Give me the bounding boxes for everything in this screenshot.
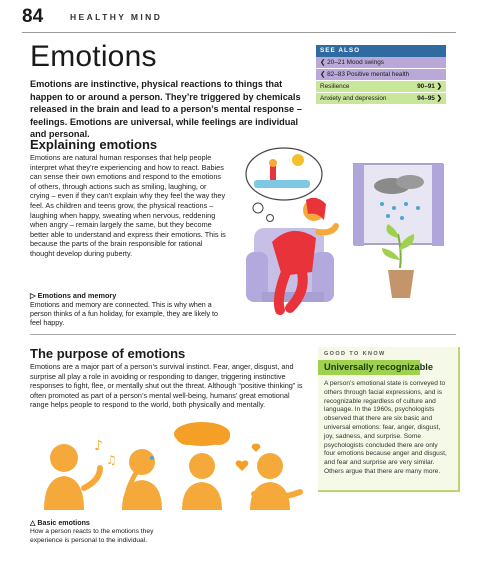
- crying-person-icon: [122, 449, 162, 510]
- explaining-emotions-body: Emotions are natural human responses that help people interpret what they’re experiencing and how to react. Babies can sense their own emotions and respond to the emotions of others, through actions such as smiling, laughing, or crying – even if they can’t explain why they feel the way they feel. As children and teens grow, the physical reactions – laughing when happy, sweating when nervous, reddening when angry – remain largely the same, but they become better able to understand and express their emotions. This is because the parts of the brain responsible for rational thought develop during puberty.: [30, 153, 226, 258]
- see-also-link-positive-mental-health[interactable]: ❮ 82–83 Positive mental health: [316, 69, 446, 81]
- explaining-emotions-heading: Explaining emotions: [30, 137, 158, 152]
- see-also-link-mood-swings[interactable]: ❮ 20–21 Mood swings: [316, 57, 446, 69]
- good-to-know-title: Universally recognizable: [324, 362, 434, 372]
- see-also-link-resilience[interactable]: Resilience 90–91 ❯: [316, 81, 446, 93]
- purpose-of-emotions-heading: The purpose of emotions: [30, 346, 186, 361]
- see-also-heading: SEE ALSO: [316, 45, 446, 57]
- loving-person-hearts-icon: [236, 444, 300, 510]
- intro-paragraph: Emotions are instinctive, physical reactions to things that happen to or around a person. They’re triggered by chemicals released in the brain and lead to a person’s mental response – feelings. Emotions are universal, while feelings are individual and personal.: [30, 79, 302, 140]
- good-to-know-body: A person’s emotional state is conveyed to others through facial expressions, and is recognizable regardless of culture and language. In the 1960s, psychologists observed that there are six basic and universal emotions: fear, anger, disgust, joy, sadness, and surprise. Some psychologists concluded there are only four emotions because anger and disgust, and fear and surprise are very similar. Others argue that there are many more.: [324, 380, 447, 475]
- svg-text:♪: ♪: [94, 438, 103, 454]
- page-number: 84: [22, 6, 44, 27]
- svg-text:♫: ♫: [106, 453, 117, 467]
- header-rule: [22, 32, 456, 33]
- happy-singing-person-icon: [44, 438, 117, 510]
- basic-emotions-caption-body: How a person reacts to the emotions they experience is personal to the individual.: [30, 528, 154, 544]
- emotions-memory-caption-body: Emotions and memory are connected. This is why when a person thinks of a fun holiday, for example, they are likely to feel happy.: [30, 301, 218, 328]
- section-divider: [30, 334, 456, 335]
- window-icon: [354, 164, 444, 246]
- good-to-know-label: GOOD TO KNOW: [324, 351, 386, 357]
- section-title: HEALTHY MIND: [70, 12, 163, 22]
- good-to-know-box: [318, 347, 460, 492]
- purpose-of-emotions-body: Emotions are a major part of a person’s survival instinct. Fear, anger, disgust, and surprise all play a role in avoiding or responding to danger, triggering instinctive responses to fight, flee, or mentally shut out the threat. Although “positive thinking” is often promoted as part of a person’s mental well-being, humans’ great emotional range helps people to respond to the world, both physically and mentally.: [30, 362, 303, 410]
- emotions-memory-caption-title: ▷ Emotions and memory: [30, 291, 117, 300]
- page-title: Emotions: [30, 40, 157, 73]
- see-also-link-anxiety-depression[interactable]: Anxiety and depression 94–95 ❯: [316, 93, 446, 105]
- see-also-box: [316, 45, 446, 105]
- basic-emotions-illustration: [30, 418, 310, 514]
- sad-person-rain-cloud-icon: [174, 422, 230, 510]
- basic-emotions-caption-title: △ Basic emotions: [30, 519, 90, 527]
- emotions-memory-illustration: [232, 142, 458, 322]
